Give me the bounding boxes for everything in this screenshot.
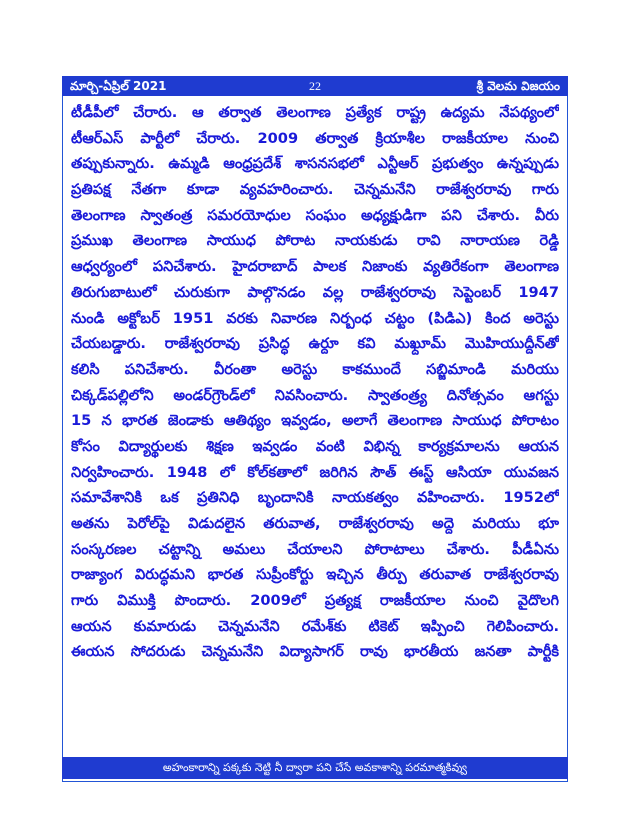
text-line: ఆధ్వర్యంలో పనిచేశారు. హైదరాబాద్ పాలక నిజాంకు వ్యతిరేకంగా తెలంగాణ [71,258,559,276]
footer-motto: అహంకారాన్ని పక్కకు నెట్టి నీ ద్వారా పని చేసే అవకాశాన్ని పరమాత్మకివ్వు [62,757,568,779]
header-bar [62,76,568,96]
text-line: గారు విముక్తి పొందారు. 2009లో ప్రత్యక్ష రాజకీయాల నుంచి వైదొలగి [71,592,559,610]
text-line: కోసం విద్యార్థులకు శిక్షణ ఇవ్వడం వంటి విభిన్న కార్యక్రమాలను ఆయన [71,437,559,455]
text-line: అతను పెరోల్‌పై విడుదలైన తరువాత, రాజేశ్వరరావు అద్దె మరియు భూ [71,515,559,532]
article-body [71,100,559,752]
text-line: నిర్వహించారు. 1948 లో కోల్‌కతాలో జరిగిన సౌత్ ఈస్ట్ ఆసియా యువజన [71,463,559,481]
text-line: ఆయన కుమారుడు చెన్నమనేని రమేశ్‌కు టికెట్ ఇప్పించి గెలిపించారు. [71,617,559,635]
text-line: నుండి అక్టోబర్ 1951 వరకు నివారణ నిర్బంధ చట్టం (పిడిఎ) కింద అరెస్టు [71,309,559,327]
text-line: తెలంగాణ స్వాతంత్ర సమరయోధుల సంఘం అధ్యక్షుడిగా పని చేశారు. వీరు [71,206,559,224]
text-line: ప్రతిపక్ష నేతగా కూడా వ్యవహరించారు. చెన్నమనేని రాజేశ్వరరావు గారు [71,181,559,199]
text-line: తప్పుకున్నారు. ఉమ్మడి ఆంధ్రప్రదేశ్ శాసనసభలో ఎన్టీఆర్ ప్రభుత్వం ఉన్నప్పుడు [71,155,559,173]
text-line: టీఆర్ఎస్ పార్టీలో చేరారు. 2009 తర్వాత క్రియాశీల రాజకీయాల నుంచి [71,129,559,147]
text-line: సమావేశానికి ఒక ప్రతినిధి బృందానికి నాయకత్వం వహించారు. 1952లో [71,489,559,507]
text-line: సంస్కరణల చట్టాన్ని అమలు చేయాలని పోరాటాలు చేశారు. పీడీఏను [71,540,559,558]
text-line: చిక్కడ్‌పల్లిలోని అండర్‌గ్రౌండ్‌లో నివసించారు. స్వాతంత్ర్య దినోత్సవం ఆగస్టు [71,386,559,404]
text-line: టీడీపీలో చేరారు. ఆ తర్వాత తెలంగాణ ప్రత్యేక రాష్ట్ర ఉద్యమ నేపథ్యంలో [71,104,559,121]
text-line: కలిసి పనిచేశారు. వీరంతా అరెస్టు కాకముందే సబ్జిమాండి మరియు [71,360,559,378]
text-line: 15 న భారత జెండాకు ఆతిథ్యం ఇవ్వడం, అలాగే తెలంగాణ సాయుధ పోరాటం [71,412,559,430]
magazine-title: శ్రీ వెలమ విజయం [476,79,560,93]
text-line: రాజ్యాంగ విరుద్ధమని భారత సుప్రీంకోర్టు ఇచ్చిన తీర్పు తరువాత రాజేశ్వరరావు [71,566,559,584]
text-line: తిరుగుబాటులో చురుకుగా పాల్గొనడం వల్ల రాజేశ్వరరావు సెప్టెంబర్ 1947 [71,283,559,301]
page-number: 22 [309,79,321,93]
text-line: చేయబడ్డారు. రాజేశ్వరరావు ప్రసిద్ధ ఉర్దూ కవి మఖ్దూమ్ మొహియుద్దీన్‌తో [71,335,559,353]
issue-date: మార్చి-ఏప్రిల్ 2021 [70,79,167,93]
text-line: ఈయన సోదరుడు చెన్నమనేని విద్యాసాగర్ రావు భారతీయ జనతా పార్టీకి [71,643,559,661]
text-line: ప్రముఖ తెలంగాణ సాయుధ పోరాట నాయకుడు రావి నారాయణ రెడ్డి [71,232,559,250]
